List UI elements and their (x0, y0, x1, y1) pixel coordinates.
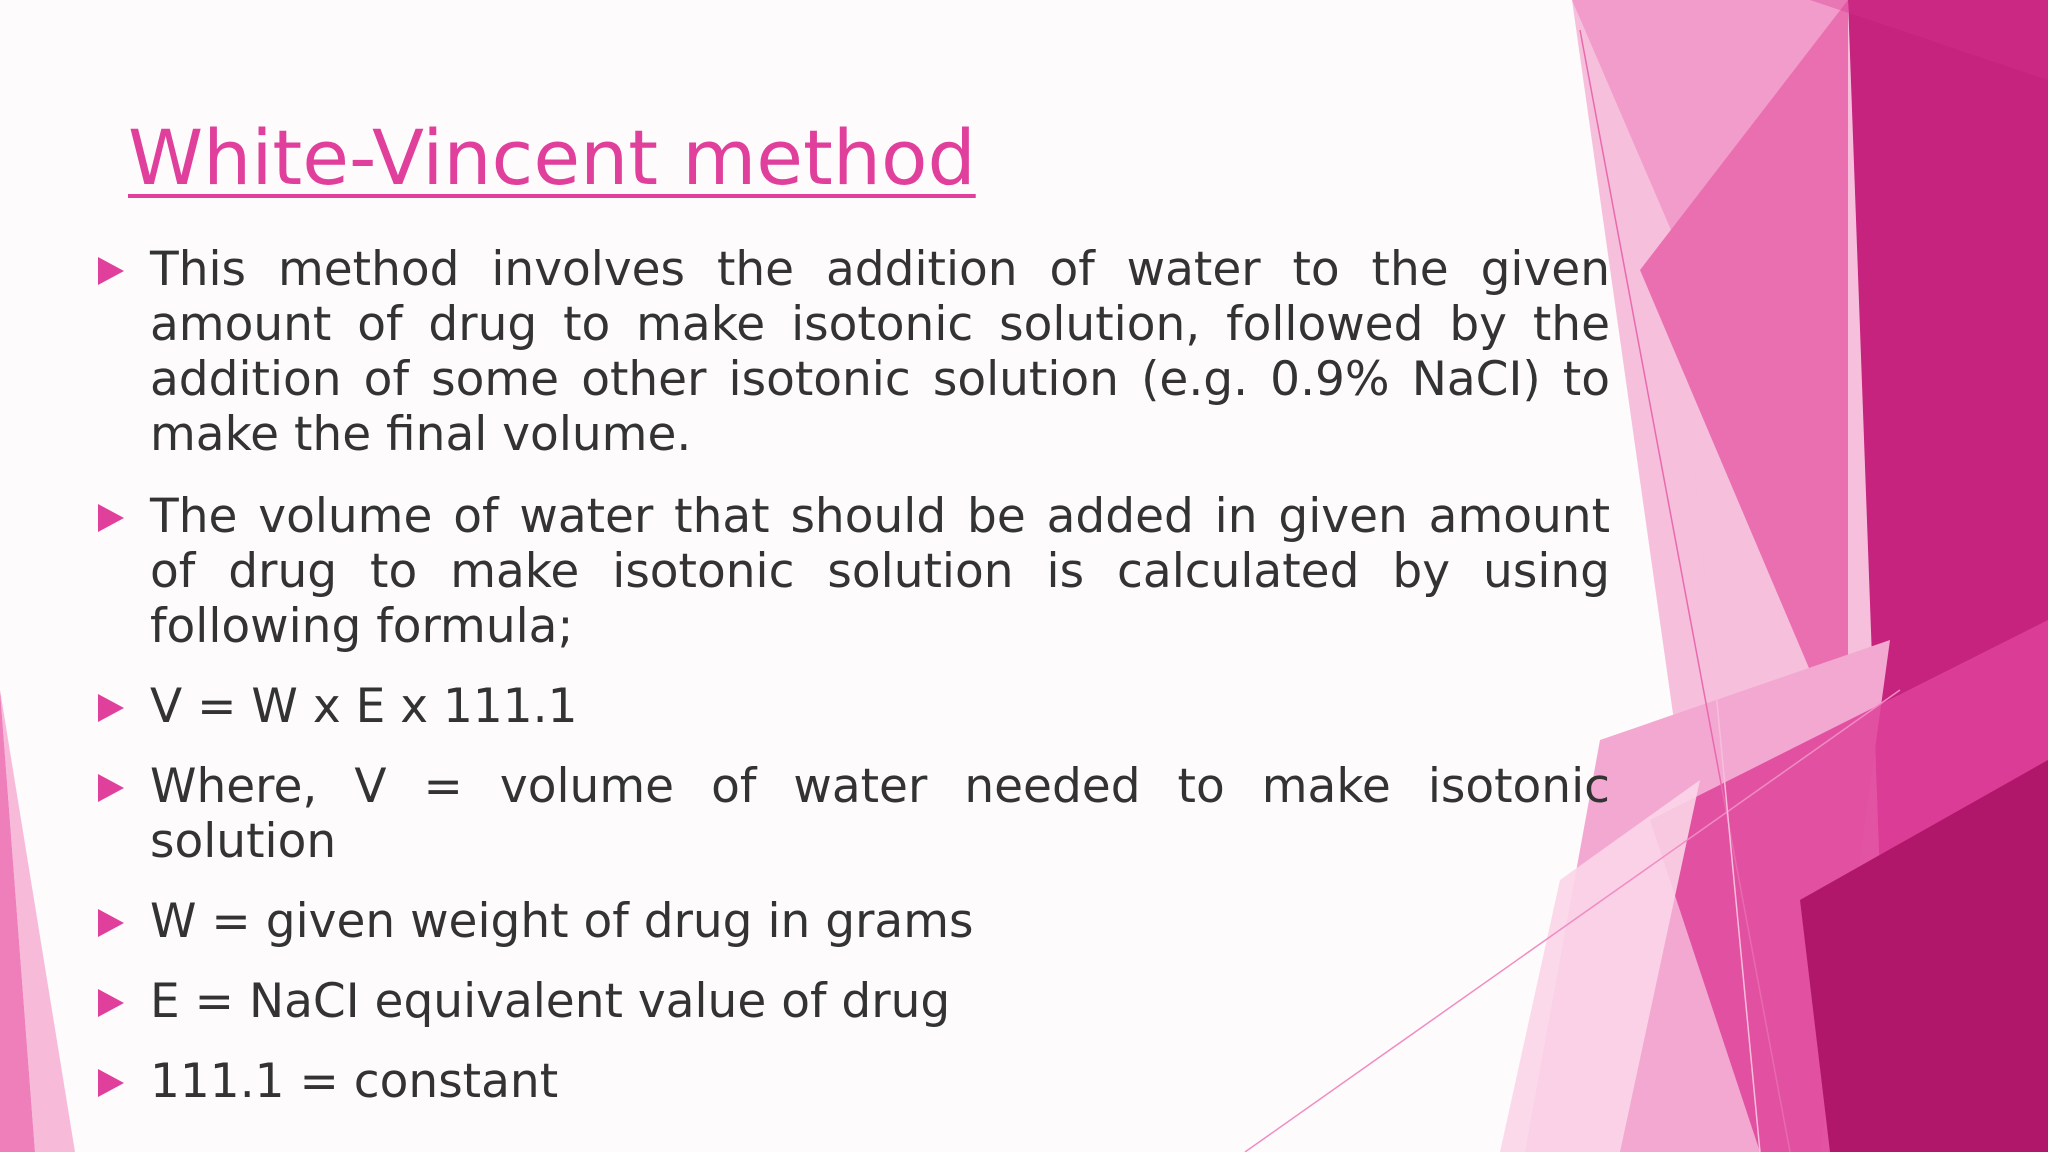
triangle-right-icon (98, 694, 124, 722)
bullet-text: V = W x E x 111.1 (150, 679, 578, 734)
bullet-text: W = given weight of drug in grams (150, 894, 974, 949)
bullet-text: 111.1 = constant (150, 1054, 559, 1109)
triangle-right-icon (98, 909, 124, 937)
list-item (98, 242, 1610, 462)
triangle-right-icon (98, 257, 124, 285)
bullet-list (98, 242, 1610, 1109)
triangle-right-icon (98, 774, 124, 802)
list-item (98, 1054, 1610, 1109)
bullet-text: The volume of water that should be added in given amount of drug to make isotonic solution is calculated by using following formula; (150, 489, 1610, 654)
list-item (98, 974, 1610, 1029)
list-item (98, 489, 1610, 654)
list-item (98, 894, 1610, 949)
list-item (98, 679, 1610, 734)
triangle-right-icon (98, 1069, 124, 1097)
list-item (98, 759, 1610, 869)
triangle-right-icon (98, 504, 124, 532)
triangle-right-icon (98, 989, 124, 1017)
bullet-text: This method involves the addition of water to the given amount of drug to make isotonic solution, followed by the addition of some other isotonic solution (e.g. 0.9% NaCI) to make the final volume. (150, 242, 1610, 462)
bullet-text: Where, V = volume of water needed to make isotonic solution (150, 759, 1610, 869)
slide-title: White-Vincent method (128, 113, 976, 202)
bullet-text: E = NaCI equivalent value of drug (150, 974, 951, 1029)
